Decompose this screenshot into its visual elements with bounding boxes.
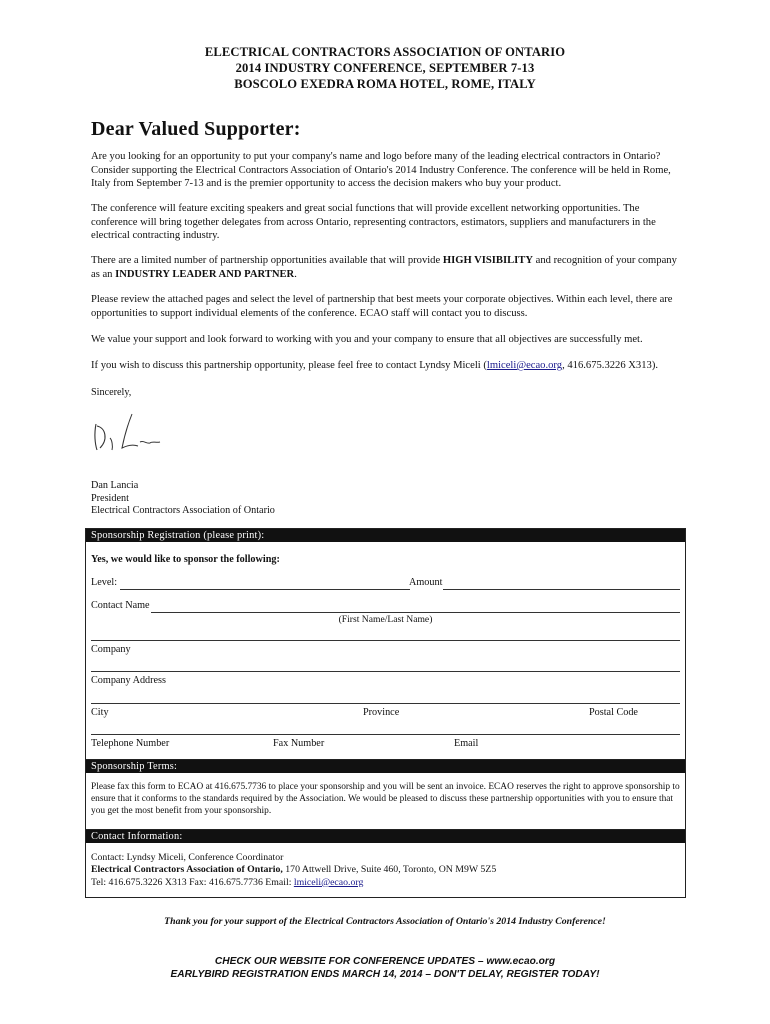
terms-text: Please fax this form to ECAO at 416.675.7736 to place your sponsorship and you will be sent an invoice. ECAO reserves the right to approve sponsorship to ensure that it conforms to the standards required by the Association. We would be pleased to discuss these partnership opportunities with you to ensure that you get the most benefit from your sponsorship. [91,782,680,816]
high-visibility-emphasis: HIGH VISIBILITY [442,255,534,266]
postal-code-label: Postal Code [589,707,638,718]
city-label: City [91,707,109,718]
paragraph-visibility [91,254,681,281]
amount-label: Amount [409,577,443,588]
paragraph-6-text [91,359,681,373]
level-label: Level: [91,577,118,588]
paragraph-3-text [91,254,681,281]
website-updates-line: CHECK OUR WEBSITE FOR CONFERENCE UPDATES – www.ecao.org [214,956,556,967]
amount-input[interactable] [443,589,680,590]
registration-bar: Sponsorship Registration (please print): [86,529,685,542]
signature-icon [88,410,168,454]
company-label: Company [91,644,131,655]
paragraph-review [91,293,681,320]
thank-you-note: Thank you for your support of the Electrical Contractors Association of Ontario's 2014 Industry Conference! [164,916,606,927]
paragraph-5-text: We value your support and look forward to working with you and your company to ensure that all objectives are successfully met. [91,334,643,345]
industry-leader-emphasis: INDUSTRY LEADER AND PARTNER [115,268,295,280]
company-input[interactable] [91,640,680,641]
fax-label: Fax Number [273,738,325,749]
email-label: Email [454,738,479,749]
header-line-1: ELECTRICAL CONTRACTORS ASSOCIATION OF ONTARIO [204,45,566,59]
level-amount-row [91,577,680,590]
paragraph-contact [91,359,681,373]
contact-name-row [91,600,680,613]
contact-org: Electrical Contractors Association of Ontario, [91,864,283,876]
closing: Sincerely, [91,387,132,398]
conference-header [0,44,770,92]
sponsorship-registration-section [85,528,686,760]
header-line-2: 2014 INDUSTRY CONFERENCE, SEPTEMBER 7-13 [235,61,535,75]
contact-tel-fax: Tel: 416.675.3226 X313 Fax: 416.675.7736 Email: [91,876,294,888]
header-line-3: BOSCOLO EXEDRA ROMA HOTEL, ROME, ITALY [234,77,536,91]
paragraph-2-text: The conference will feature exciting speakers and great social functions that will provide excellent networking opportunities. The conference will bring together delegates from across Ontario, representing contractors, estimators, suppliers and manufacturers in the electrical contracting industry. [91,203,656,242]
contact-address [91,864,680,876]
p6-part-a: If you wish to discuss this partnership opportunity, please feel free to contact Lyndsy Miceli ( [91,360,487,371]
contact-phone-line [91,877,680,889]
p3-part-e: . [294,268,297,280]
city-province-postal-input[interactable] [91,703,680,704]
p3-part-a: There are a limited number of partnership opportunities available that will provide [91,255,443,266]
contact-person: Contact: Lyndsy Miceli, Conference Coordinator [91,852,284,863]
email-link[interactable]: lmiceli@ecao.org [486,360,563,371]
paragraph-speakers [91,202,681,243]
level-input[interactable] [120,589,410,590]
paragraph-1-text: Are you looking for an opportunity to put your company's name and logo before many of the leading electrical contractors in Ontario? Consider supporting the Electrical Contractors Association of Ontario's 2014 Industry Conference. The conference will be held in Rome, Italy from September 7-13 and is the premier opportunity to access the decision makers who buy your product. [91,151,671,190]
terms-bar: Sponsorship Terms: [86,760,685,773]
contact-bar: Contact Information: [86,830,685,843]
contact-name-label: Contact Name [91,600,150,611]
call-to-action [0,955,770,981]
city-row [91,707,680,720]
signature-block [91,480,275,518]
sponsorship-terms-section [85,760,686,830]
phone-fax-email-input[interactable] [91,734,680,735]
greeting: Dear Valued Supporter: [91,118,301,140]
contact-street: 170 Attwell Drive, Suite 460, Toronto, ON M9W 5Z5 [282,864,497,876]
contact-information-section [85,830,686,898]
paragraph-intro [91,150,681,191]
name-hint: (First Name/Last Name) [338,614,433,625]
signer-name: Dan Lancia [91,480,139,491]
contact-name-input[interactable] [151,612,680,613]
company-address-label: Company Address [91,675,166,686]
signer-title: President [91,492,129,504]
contact-details [86,843,685,889]
signer-organization: Electrical Contractors Association of Ontario [91,505,275,517]
paragraph-4-text: Please review the attached pages and select the level of partnership that best meets your corporate objectives. Within each level, there are opportunities to support individual elements of the conference. ECAO staff will contact you to discuss. [91,294,673,319]
province-label: Province [363,707,400,718]
p6-part-b: , 416.675.3226 X313). [562,360,658,371]
contact-email-link[interactable]: lmiceli@ecao.org [293,876,364,888]
registration-intro: Yes, we would like to sponsor the following: [91,554,280,565]
phone-row [91,738,680,751]
p3-part-c: and recognition of your company as an [91,255,677,280]
paragraph-value [91,333,681,347]
earlybird-line: EARLYBIRD REGISTRATION ENDS MARCH 14, 2014 – DON'T DELAY, REGISTER TODAY! [170,969,600,980]
company-address-input[interactable] [91,671,680,672]
telephone-label: Telephone Number [91,738,170,749]
